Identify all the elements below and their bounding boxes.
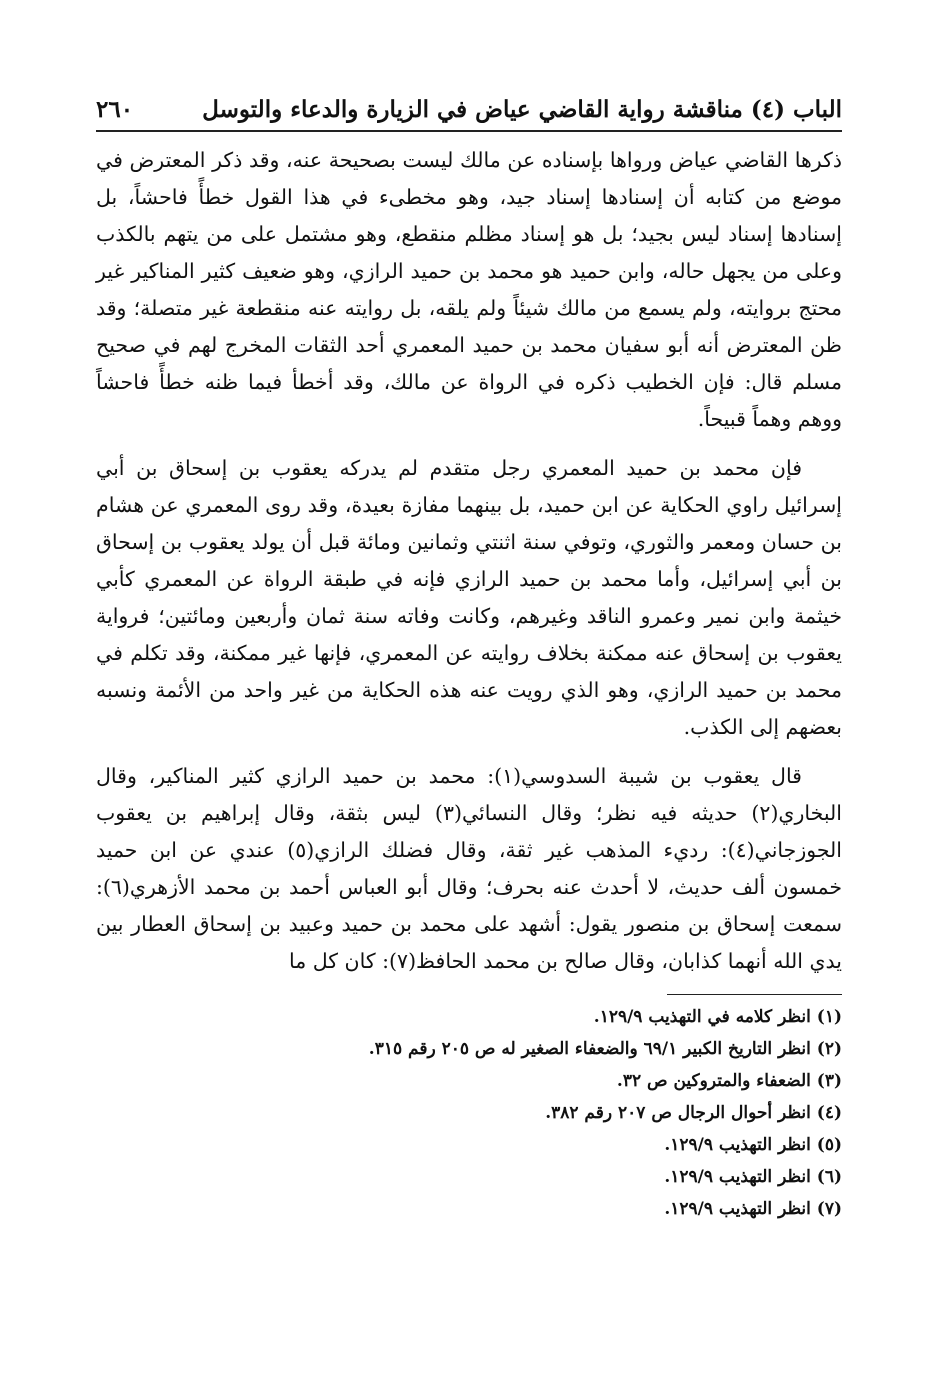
footnote: (٤) انظر أحوال الرجال ص ٢٠٧ رقم ٣٨٢. [545,1103,842,1123]
footnote: (٥) انظر التهذيب ١٢٩/٩. [664,1135,842,1155]
main-text [96,142,842,980]
footnote-separator [667,994,842,995]
page-number: ٢٦٠ [96,96,134,123]
footnote: (٣) الضعفاء والمتروكين ص ٣٢. [616,1071,842,1091]
footnote: (٢) انظر التاريخ الكبير ٦٩/١ والضعفاء الصغير له ص ٢٠٥ رقم ٣١٥. [368,1039,842,1059]
paragraph: فإن محمد بن حميد المعمري رجل متقدم لم يدركه يعقوب بن إسحاق بن أبي إسرائيل راوي الحكاية عن ابن حميد، بل بينهما مفازة بعيدة، وقد روى المعمري عن هشام بن حسان ومعمر والثوري، وتوفي سنة اثنتي وثمانين ومائة قبل أن يولد يعقوب بن إسحاق بن أبي إسرائيل، وأما محمد بن حميد الرازي فإنه في طبقة الرواة عن المعمري كأبي خيثمة وابن نمير وعمرو الناقد وغيرهم، وكانت وفاته سنة ثمان وأربعين ومائتين؛ فرواية يعقوب بن إسحاق عنه ممكنة بخلاف روايته عن المعمري، فإنها غير ممكنة، وقد تكلم في محمد بن حميد الرازي، وهو الذي رويت عنه هذه الحكاية من غير واحد من الأئمة ونسبه بعضهم إلى الكذب. [96,456,842,739]
paragraph: قال يعقوب بن شيبة السدوسي(١): محمد بن حميد الرازي كثير المناكير، وقال البخاري(٢) حديثه فيه نظر؛ وقال النسائي(٣) ليس بثقة، وقال إبراهيم بن يعقوب الجوزجاني(٤): رديء المذهب غير ثقة، وقال فضلك الرازي(٥) عندي عن ابن حميد خمسون ألف حديث، لا أحدث عنه بحرف؛ وقال أبو العباس أحمد بن محمد الأزهري(٦): سمعت إسحاق بن منصور يقول: أشهد على محمد بن حميد وعبيد بن إسحاق العطار بين يدي الله أنهما كذابان، وقال صالح بن محمد الحافظ(٧): كان كل ما [96,764,842,973]
chapter-title: الباب (٤) مناقشة رواية القاضي عياض في الزيارة والدعاء والتوسل [202,96,842,123]
book-page [96,90,842,1225]
footnote: (٦) انظر التهذيب ١٢٩/٩. [664,1167,842,1187]
running-header [96,90,842,132]
footnote: (١) انظر كلامه في التهذيب ١٢٩/٩. [593,1007,842,1027]
footnotes [96,1001,842,1225]
paragraph: ذكرها القاضي عياض ورواها بإسناده عن مالك ليست بصحيحة عنه، وقد ذكر المعترض في موضع من كتابه أن إسنادها إسناد جيد، وهو مخطىء في هذا القول خطأً فاحشاً، بل إسنادها إسناد ليس بجيد؛ بل هو إسناد مظلم منقطع، وهو مشتمل على من يتهم بالكذب وعلى من يجهل حاله، وابن حميد هو محمد بن حميد الرازي، وهو ضعيف كثير المناكير غير محتج بروايته، ولم يسمع من مالك شيئاً ولم يلقه، بل روايته عنه منقطعة غير متصلة؛ وقد ظن المعترض أنه أبو سفيان محمد بن حميد المعمري أحد الثقات المخرج لهم في صحيح مسلم قال: فإن الخطيب ذكره في الرواة عن مالك، وقد أخطأ فيما ظنه خطأً فاحشاً ووهم وهماً قبيحاً. [96,148,842,431]
footnote: (٧) انظر التهذيب ١٢٩/٩. [664,1199,842,1219]
